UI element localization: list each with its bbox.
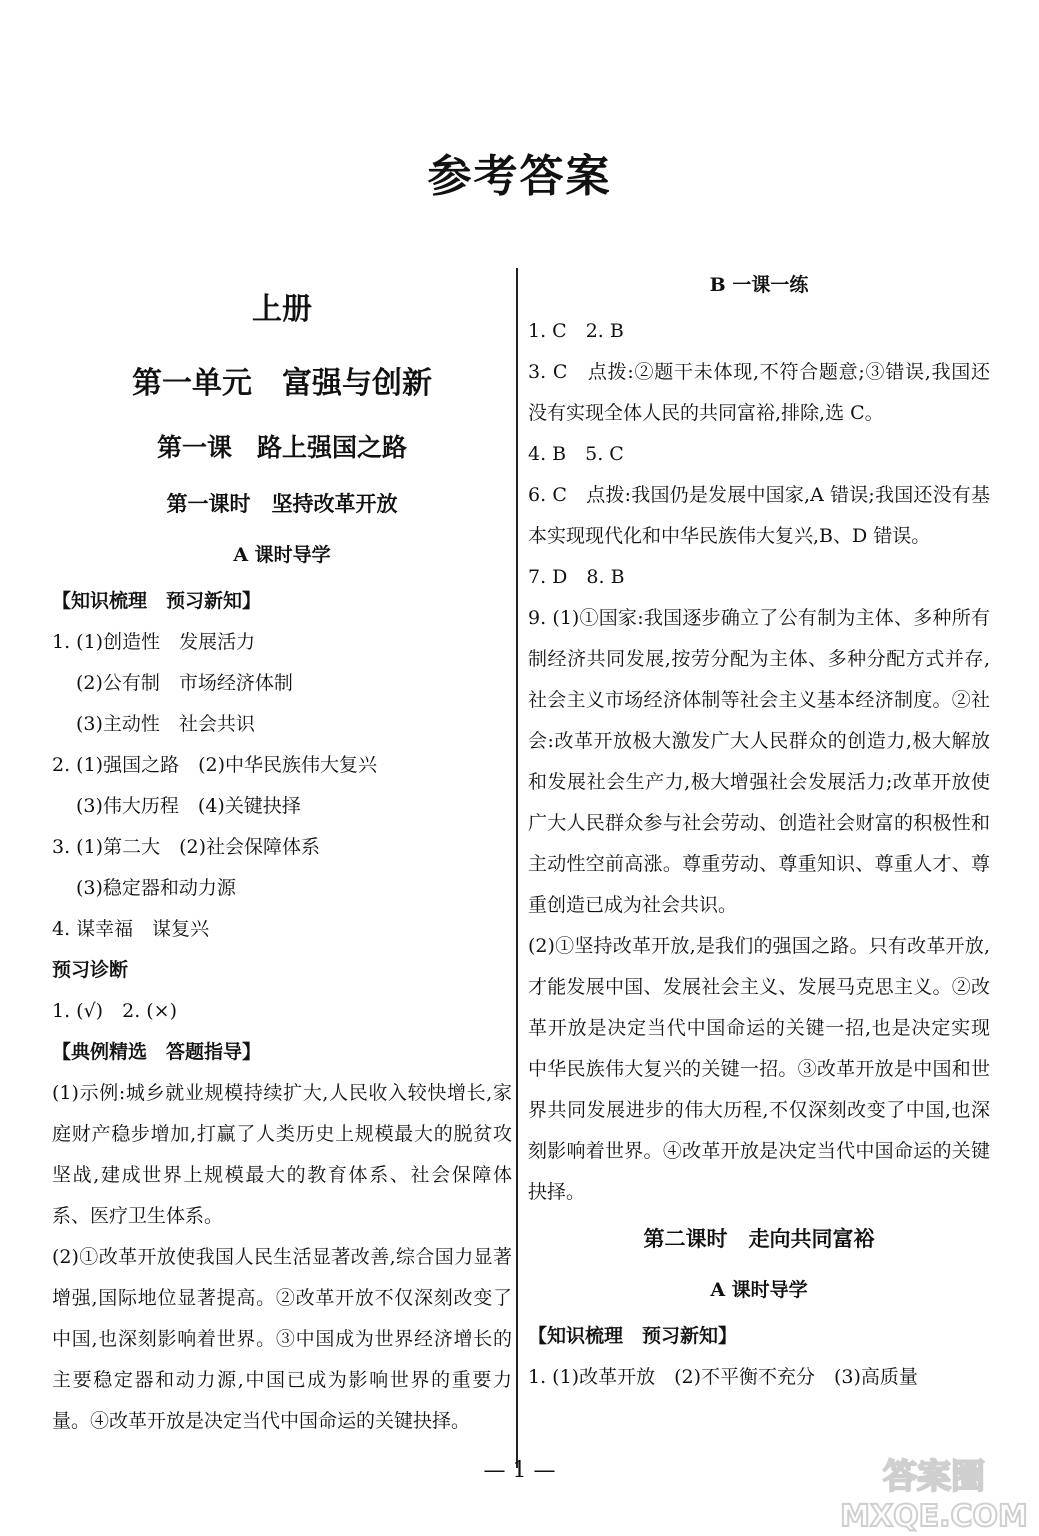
answer-line: 1. (√) 2. (×): [52, 1000, 178, 1022]
answer-line: 4. 谋幸福 谋复兴: [52, 918, 210, 940]
answer-paragraph: (1)示例:城乡就业规模持续扩大,人民收入较快增长,家庭财产稳步增加,打赢了人类历史上规模最大的脱贫攻坚战,建成世界上规模最大的教育体系、社会保障体系、医疗卫生体系。: [52, 1082, 512, 1227]
answer-line: 3. (1)第二大 (2)社会保障体系: [52, 836, 320, 858]
left-column: [52, 270, 512, 1442]
page-number: — 1 —: [483, 1458, 556, 1483]
answer-paragraph: 3. C 点拨:②题干未体现,不符合题意;③错误,我国还没有实现全体人民的共同富裕,排除,选 C。: [528, 361, 990, 424]
answer-line: (3)伟大历程 (4)关键抉择: [76, 795, 301, 817]
period-heading: 第二课时 走向共同富裕: [643, 1226, 875, 1251]
period-heading: 第一课时 坚持改革开放: [166, 491, 398, 516]
answer-line: (2)公有制 市场经济体制: [76, 672, 293, 694]
knowledge-heading: 【知识梳理 预习新知】: [528, 1325, 738, 1347]
knowledge-heading: 【知识梳理 预习新知】: [52, 590, 262, 612]
answer-paragraph: 6. C 点拨:我国仍是发展中国家,A 错误;我国还没有基本实现现代化和中华民族伟大复兴,B、D 错误。: [528, 484, 990, 547]
answer-line: 7. D 8. B: [528, 566, 625, 588]
book-heading: 上册: [252, 292, 312, 327]
section-b-heading: B 一课一练: [709, 274, 809, 296]
answer-line: 2. (1)强国之路 (2)中华民族伟大复兴: [52, 754, 377, 776]
answer-line: 1. (1)创造性 发展活力: [52, 631, 256, 653]
answer-paragraph: (2)①坚持改革开放,是我们的强国之路。只有改革开放,才能发展中国、发展社会主义、发展马克思主义。②改革开放是决定当代中国命运的关键一招,也是决定实现中华民族伟大复兴的关键一招。③改革开放是中国和世界共同发展进步的伟大历程,不仅深刻改变了中国,也深刻影响着世界。④改革开放是决定当代中国命运的关键抉择。: [528, 935, 990, 1203]
diagnosis-heading: 预习诊断: [52, 959, 129, 981]
section-a-heading: A 课时导学: [710, 1279, 808, 1301]
example-heading: 【典例精选 答题指导】: [52, 1041, 262, 1063]
answer-paragraph: (2)①改革开放使我国人民生活显著改善,综合国力显著增强,国际地位显著提高。②改革开放不仅深刻改变了中国,也深刻影响着世界。③中国成为世界经济增长的主要稳定器和动力源,中国已成为影响世界的重要力量。④改革开放是决定当代中国命运的关键抉择。: [52, 1246, 512, 1432]
unit-heading: 第一单元 富强与创新: [132, 366, 432, 401]
page-title: 参考答案: [427, 151, 612, 202]
answer-line: 4. B 5. C: [528, 443, 624, 465]
answer-line: 1. C 2. B: [528, 320, 624, 342]
section-a-heading: A 课时导学: [233, 544, 331, 566]
answer-line: (3)稳定器和动力源: [76, 877, 236, 899]
svg-text:MXQE.COM: MXQE.COM: [840, 1499, 1028, 1534]
answer-line: (3)主动性 社会共识: [76, 713, 255, 735]
column-divider: [516, 268, 518, 1468]
right-column: [528, 270, 990, 1398]
lesson-heading: 第一课 路上强国之路: [156, 433, 407, 462]
watermark-logo: [839, 1450, 1029, 1534]
answer-paragraph: 9. (1)①国家:我国逐步确立了公有制为主体、多种所有制经济共同发展,按劳分配为主体、多种分配方式并存,社会主义市场经济体制等社会主义基本经济制度。②社会:改革开放极大激发广大人民群众的创造力,极大解放和发展社会生产力,极大增强社会发展活力;改革开放使广大人民群众参与社会劳动、创造社会财富的积极性和主动性空前高涨。尊重劳动、尊重知识、尊重人才、尊重创造已成为社会共识。: [528, 607, 990, 916]
answer-line: 1. (1)改革开放 (2)不平衡不充分 (3)高质量: [528, 1366, 918, 1388]
svg-text:答案圈: 答案圈: [883, 1457, 985, 1497]
